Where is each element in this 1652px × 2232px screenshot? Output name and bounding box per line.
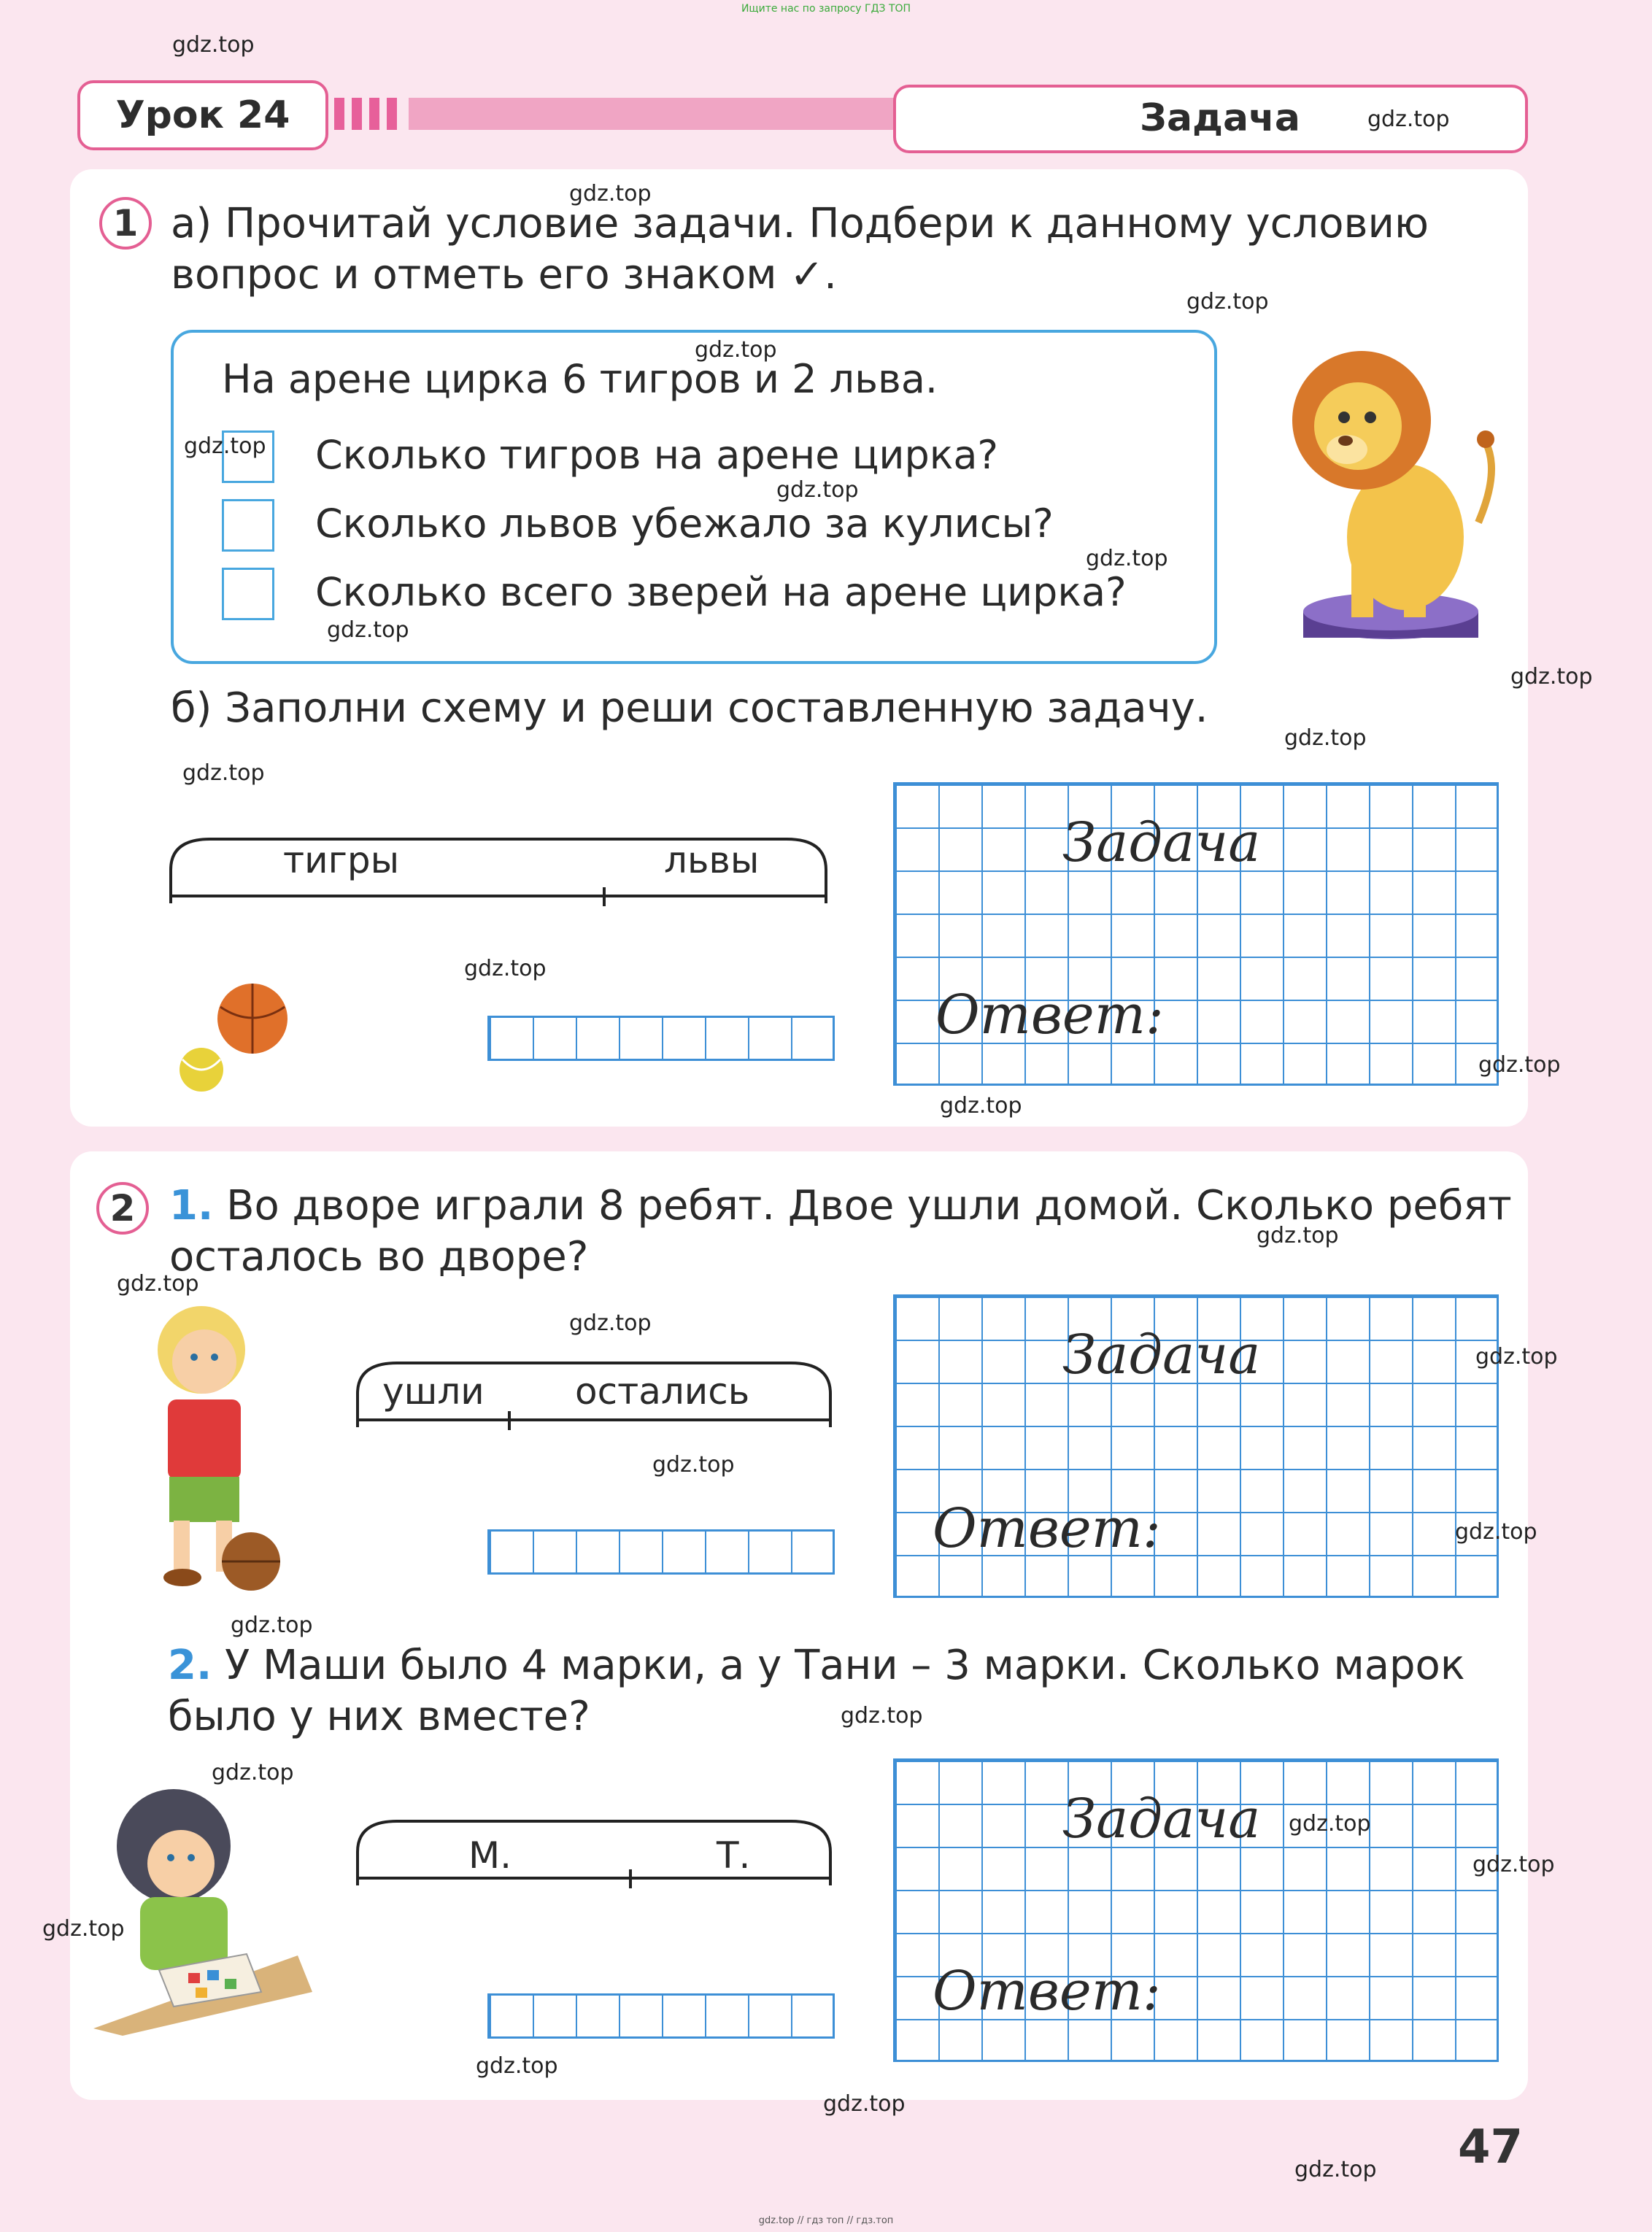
- scheme2-left-label: ушли: [382, 1370, 485, 1413]
- watermark: gdz.top: [695, 337, 777, 363]
- watermark: gdz.top: [1475, 1344, 1558, 1370]
- watermark: gdz.top: [1086, 546, 1168, 571]
- watermark: gdz.top: [117, 1271, 199, 1297]
- task1-a-line1: а) Прочитай условие задачи. Подбери к данному условию: [171, 200, 1429, 247]
- watermark: gdz.top: [776, 477, 859, 503]
- watermark: gdz.top: [1284, 725, 1367, 751]
- header-stripe: [387, 98, 397, 130]
- scheme1-left-label: тигры: [283, 839, 400, 881]
- option-text: Сколько всего зверей на арене цирка?: [315, 569, 1127, 615]
- grid-title: Задача: [1062, 1788, 1261, 1850]
- balls-illustration: [172, 978, 296, 1102]
- condition-text: На арене цирка 6 тигров и 2 льва.: [222, 356, 938, 402]
- scheme2-right-label: остались: [575, 1370, 750, 1413]
- grid-title: Задача: [1062, 1324, 1261, 1386]
- watermark: gdz.top: [1294, 2157, 1377, 2182]
- lion-illustration: [1281, 340, 1500, 646]
- answer-cells[interactable]: [487, 1993, 835, 2039]
- grid-answer-label: Ответ:: [935, 984, 1164, 1046]
- task2-p1-line2: осталось во дворе?: [169, 1233, 589, 1281]
- grid-title: Задача: [1062, 811, 1261, 874]
- watermark: gdz.top: [182, 760, 265, 786]
- subtask-text: Во дворе играли 8 ребят. Двое ушли домой. Сколько ребят: [226, 1182, 1512, 1229]
- answer-cells[interactable]: [487, 1016, 835, 1061]
- watermark: gdz.top: [231, 1613, 313, 1638]
- watermark: gdz.top: [42, 1916, 125, 1942]
- task2-p2-line1: [168, 1640, 1465, 1691]
- header-stripe: [334, 98, 344, 130]
- watermark: gdz.top: [212, 1760, 294, 1785]
- girl-illustration: [79, 1788, 312, 2036]
- watermark: gdz.top: [569, 181, 652, 206]
- watermark: gdz.top: [1257, 1223, 1339, 1248]
- subtask-text: У Маши было 4 марки, а у Тани – 3 марки. Сколько марок: [225, 1642, 1465, 1689]
- watermark: gdz.top: [1186, 289, 1269, 314]
- watermark: gdz.top: [569, 1310, 652, 1336]
- header-band: [409, 98, 905, 130]
- answer-cells[interactable]: [487, 1529, 835, 1575]
- grid-answer-label: Ответ:: [933, 1960, 1161, 2023]
- lesson-label: Урок 24: [77, 80, 328, 150]
- task2-number: 2: [96, 1182, 149, 1235]
- watermark: gdz.top: [1455, 1519, 1537, 1545]
- watermark: gdz.top: [327, 617, 409, 643]
- scheme3-left-label: М.: [468, 1834, 512, 1877]
- task2-p2-line2: было у них вместе?: [168, 1693, 590, 1740]
- bottom-note: gdz.top // гдз топ // гдз.топ: [758, 2215, 894, 2226]
- subtask-number: 1.: [169, 1182, 214, 1229]
- watermark: gdz.top: [652, 1452, 735, 1478]
- task1-b-line: б) Заполни схему и реши составленную задачу.: [171, 684, 1208, 732]
- answer-checkbox[interactable]: [222, 499, 274, 552]
- watermark: gdz.top: [172, 32, 255, 58]
- boy-illustration: [128, 1297, 296, 1596]
- watermark: gdz.top: [1367, 107, 1450, 132]
- watermark: gdz.top: [1478, 1052, 1561, 1078]
- option-text: Сколько тигров на арене цирка?: [315, 432, 999, 478]
- watermark: gdz.top: [1289, 1811, 1371, 1837]
- subtask-number: 2.: [168, 1642, 212, 1689]
- watermark: gdz.top: [940, 1093, 1022, 1119]
- header-stripe: [369, 98, 379, 130]
- answer-checkbox[interactable]: [222, 568, 274, 620]
- watermark: gdz.top: [1510, 664, 1593, 690]
- page-number: 47: [1458, 2120, 1524, 2174]
- scheme1-right-label: львы: [664, 839, 760, 881]
- watermark: gdz.top: [464, 956, 547, 981]
- option-text: Сколько львов убежало за кулисы?: [315, 501, 1054, 547]
- topic-title: Задача: [1140, 96, 1300, 140]
- watermark: gdz.top: [184, 433, 266, 459]
- header-stripe: [352, 98, 362, 130]
- watermark: gdz.top: [841, 1703, 923, 1729]
- watermark: gdz.top: [823, 2091, 906, 2117]
- scheme-3: [353, 1807, 842, 1894]
- scheme3-right-label: Т.: [717, 1834, 751, 1877]
- grid-answer-label: Ответ:: [933, 1497, 1161, 1560]
- task1-number: 1: [99, 197, 152, 250]
- task1-a-line2: вопрос и отметь его знаком ✓.: [171, 251, 837, 298]
- top-note: Ищите нас по запросу ГДЗ ТОП: [741, 3, 911, 15]
- watermark: gdz.top: [1472, 1852, 1555, 1877]
- watermark: gdz.top: [476, 2053, 558, 2079]
